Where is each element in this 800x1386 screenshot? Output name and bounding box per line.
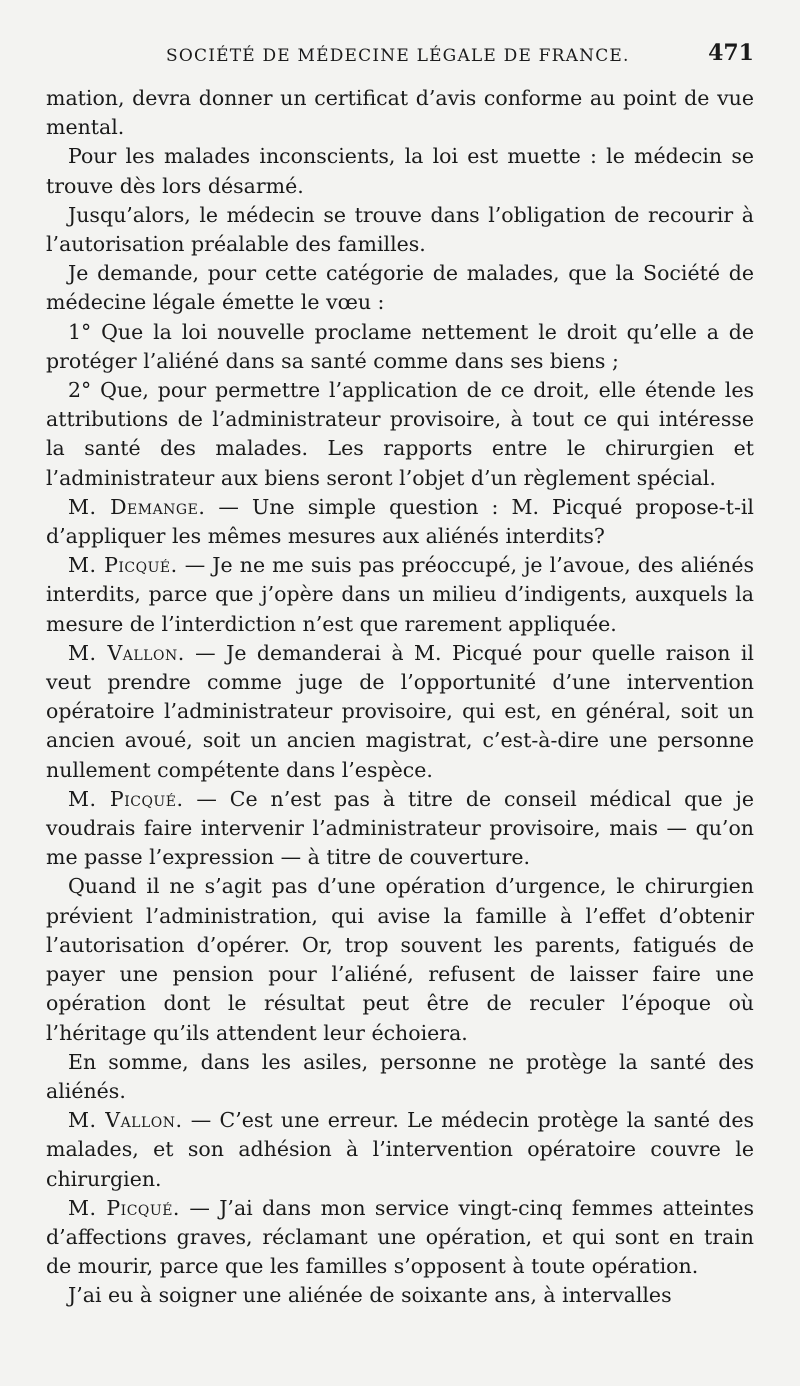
paragraph <box>46 142 754 200</box>
paragraph <box>46 84 754 142</box>
paragraph <box>46 493 754 551</box>
paragraph-text: Jusqu’alors, le médecin se trouve dans l’obligation de recourir à l’autorisation préalable des familles. <box>46 202 754 257</box>
paragraph <box>46 318 754 376</box>
paragraph-text: — C’est une erreur. Le médecin protège la santé des malades, et son adhésion à l’intervention opératoire couvre le chirurgien. <box>46 1108 754 1191</box>
body-text <box>46 84 754 1311</box>
speaker-name: M. Demange. <box>68 494 206 519</box>
paragraph-text: Quand il ne s’agit pas d’une opération d’urgence, le chirurgien prévient l’administration, qui avise la famille à l’effet d’obtenir l’autorisation d’opérer. Or, trop souvent les parents, fatigués de payer une pension pour l’aliéné, refusent de laisser faire une opération dont le résultat peut être de reculer l’époque où l’héritage qu’ils attendent leur échoiera. <box>46 874 754 1045</box>
speaker-name: M. Picqué. <box>68 1195 180 1220</box>
speaker-name: M. Vallon. <box>68 640 185 665</box>
paragraph-text: mation, devra donner un certificat d’avis conforme au point de vue mental. <box>46 86 754 140</box>
paragraph-text: — Une simple question : M. Picqué propose-t-il d’appliquer les mêmes mesures aux aliénés interdits? <box>46 494 754 549</box>
paragraph-text: J’ai eu à soigner une aliénée de soixante ans, à intervalles <box>68 1283 672 1308</box>
paragraph-text: — Ce n’est pas à titre de conseil médical que je voudrais faire intervenir l’administrateur provisoire, mais — qu’on me passe l’expression — à titre de couverture. <box>46 786 754 870</box>
paragraph-text: En somme, dans les asiles, personne ne protège la santé des aliénés. <box>46 1049 754 1103</box>
page-number: 471 <box>708 40 754 66</box>
paragraph <box>46 872 754 1047</box>
paragraph <box>46 1048 754 1106</box>
paragraph <box>46 1194 754 1282</box>
paragraph-text: — Je ne me suis pas préoccupé, je l’avoue, des aliénés interdits, parce que j’opère dans un milieu d’indigents, auxquels la mesure de l’interdiction n’est que rarement appliquée. <box>46 553 754 636</box>
paragraph-text: Pour les malades inconscients, la loi est muette : le médecin se trouve dès lors désarmé. <box>46 144 754 198</box>
paragraph-text: — Je demanderai à M. Picqué pour quelle raison il veut prendre comme juge de l’opportunité d’une intervention opératoire l’administrateur provisoire, qui est, en général, soit un ancien avoué, soit un ancien magistrat, c’est-à-dire une personne nullement compétente dans l’espèce. <box>46 640 754 782</box>
running-head <box>46 38 754 74</box>
speaker-name: M. Picqué. <box>68 553 178 578</box>
paragraph <box>46 259 754 317</box>
paragraph-text: 1° Que la loi nouvelle proclame nettement le droit qu’elle a de protéger l’aliéné dans sa santé comme dans ses biens ; <box>46 319 754 373</box>
paragraph <box>46 376 754 493</box>
paragraph <box>46 1106 754 1194</box>
speaker-name: M. Picqué. <box>68 786 184 811</box>
running-title: SOCIÉTÉ DE MÉDECINE LÉGALE DE FRANCE. <box>166 46 630 66</box>
paragraph <box>46 1281 754 1310</box>
paragraph <box>46 201 754 259</box>
paragraph <box>46 785 754 873</box>
paragraph-text: 2° Que, pour permettre l’application de ce droit, elle étende les attributions de l’administrateur provisoire, à tout ce qui intéresse la santé des malades. Les rapports entre le chirurgien et l’administrateur aux biens seront l’objet d’un règlement spécial. <box>46 378 754 490</box>
paragraph <box>46 551 754 639</box>
paragraph <box>46 639 754 785</box>
paragraph-text: — J’ai dans mon service vingt-cinq femmes atteintes d’affections graves, réclamant une opération, et qui sont en train de mourir, parce que les familles s’opposent à toute opération. <box>46 1195 755 1279</box>
paragraph-text: Je demande, pour cette catégorie de malades, que la Société de médecine légale émette le vœu : <box>46 261 754 315</box>
speaker-name: M. Vallon. <box>68 1108 183 1133</box>
